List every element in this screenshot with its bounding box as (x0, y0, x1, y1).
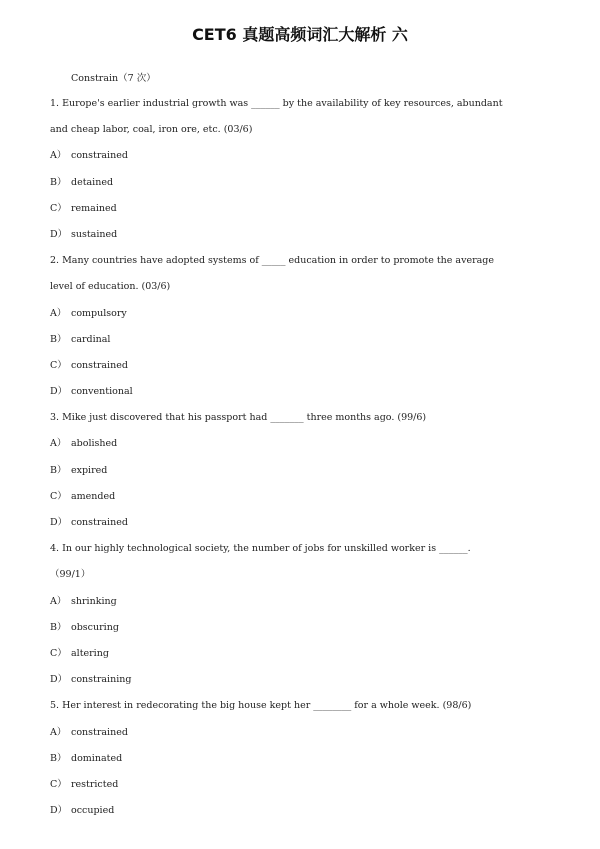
answer-option (50, 327, 550, 353)
option-letter: A） (50, 595, 67, 607)
option-text: conventional (71, 386, 133, 398)
option-text: constrained (71, 359, 128, 371)
option-text: compulsory (71, 307, 127, 319)
option-letter: D） (50, 228, 68, 240)
answer-option (50, 143, 550, 169)
option-letter: D） (50, 674, 68, 686)
answer-option (50, 379, 550, 405)
option-letter: D） (50, 386, 68, 398)
option-letter: A） (50, 726, 67, 738)
question-text-line: （99/1） (50, 569, 91, 581)
option-text: constrained (71, 726, 128, 738)
option-text: shrinking (71, 595, 117, 607)
option-text: abolished (71, 438, 118, 450)
option-letter: C） (50, 490, 67, 502)
option-letter: C） (50, 359, 67, 371)
option-letter: A） (50, 150, 67, 162)
answer-option (50, 301, 550, 327)
option-text: amended (71, 490, 116, 502)
answer-option (50, 746, 550, 772)
answer-option (50, 484, 550, 510)
option-text: constrained (71, 150, 128, 162)
question-text-line: 4. In our highly technological society, the number of jobs for unskilled worker is ______. (50, 543, 471, 555)
option-text: occupied (71, 805, 115, 817)
option-text: sustained (71, 228, 118, 240)
question-text-line: 5. Her interest in redecorating the big house kept her ________ for a whole week. (98/6) (50, 700, 472, 712)
question-text-line: 2. Many countries have adopted systems of _____ education in order to promote the average (50, 255, 494, 267)
question-text-line: 3. Mike just discovered that his passport had _______ three months ago. (99/6) (50, 412, 427, 424)
answer-option (50, 170, 550, 196)
option-text: dominated (71, 752, 123, 764)
answer-option (50, 720, 550, 746)
option-text: constraining (71, 674, 132, 686)
option-text: remained (71, 202, 117, 214)
option-letter: A） (50, 307, 67, 319)
answer-option (50, 353, 550, 379)
question-list (50, 91, 550, 824)
question-text-line: and cheap labor, coal, iron ore, etc. (03/6) (50, 124, 253, 136)
option-text: constrained (71, 517, 128, 528)
option-letter: D） (50, 805, 68, 817)
option-text: restricted (71, 778, 119, 790)
option-letter: B） (50, 752, 67, 764)
option-letter: C） (50, 202, 67, 214)
answer-option (50, 431, 550, 457)
page-title: CET6 真题高频词汇大解析 六 (192, 25, 408, 44)
option-text: obscuring (71, 621, 119, 633)
option-letter: B） (50, 333, 67, 345)
answer-option (50, 589, 550, 615)
option-text: cardinal (71, 333, 111, 345)
option-letter: B） (50, 621, 67, 633)
answer-option (50, 510, 550, 536)
answer-option (50, 222, 550, 248)
option-letter: D） (50, 517, 68, 528)
option-text: altering (71, 647, 109, 659)
option-text: expired (71, 464, 108, 476)
option-letter: B） (50, 176, 67, 188)
option-letter: B） (50, 464, 67, 476)
answer-option (50, 458, 550, 484)
answer-option (50, 667, 550, 693)
question-text-line: level of education. (03/6) (50, 281, 171, 293)
section-heading: Constrain（7 次） (71, 73, 156, 84)
question-text-line: 1. Europe's earlier industrial growth was ______ by the availability of key resources, abundant (50, 98, 503, 109)
option-letter: C） (50, 647, 67, 659)
option-text: detained (71, 176, 114, 188)
answer-option (50, 615, 550, 641)
option-letter: A） (50, 438, 67, 450)
option-letter: C） (50, 778, 67, 790)
answer-option (50, 798, 550, 824)
answer-option (50, 772, 550, 798)
answer-option (50, 641, 550, 667)
answer-option (50, 196, 550, 222)
